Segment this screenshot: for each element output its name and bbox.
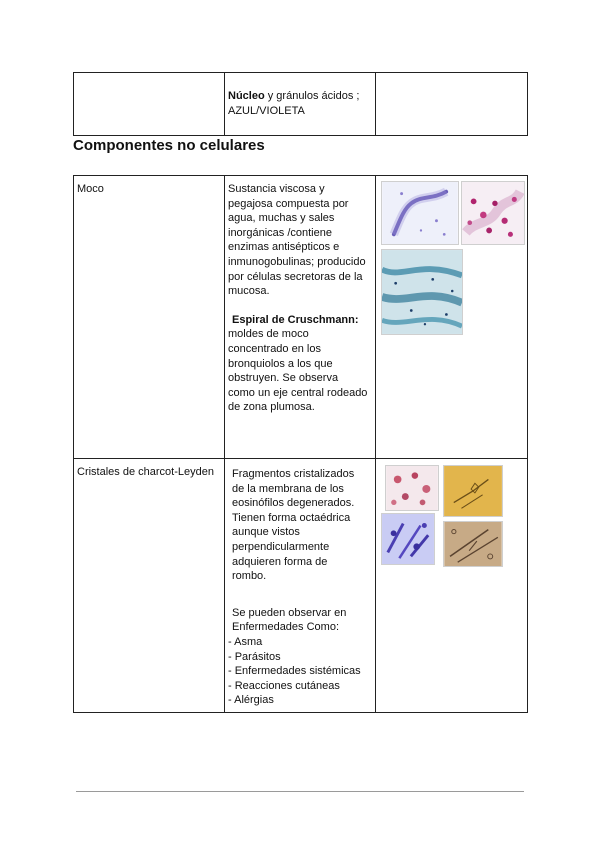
charcot-images-cell [376,459,528,713]
moco-name: Moco [77,183,104,195]
mucus-strands-micrograph [381,249,463,335]
nucleo-text: y gránulos ácidos ; [264,90,360,102]
mucus-cells-micrograph [461,181,525,245]
nucleo-color: AZUL/VIOLETA [228,104,305,117]
top-cell-empty-3 [376,73,528,136]
table-row-moco [74,176,528,459]
components-table [73,175,528,713]
cruschmann-desc: moldes de moco concentrado en los bronquiolos a los que obstruyen. Se observa como un eje central rodeado de zona plumosa. [228,328,368,414]
cruschmann-heading: Espiral de Cruschmann: [232,313,359,326]
mucus-spiral-micrograph [381,181,459,245]
charcot-brown-micrograph [443,521,503,567]
charcot-list-intro: Se pueden observar en Enfermedades Como: [232,606,347,634]
moco-micrographs [379,179,525,349]
footer-rule [76,791,524,792]
charcot-blue-micrograph [381,513,435,565]
list-item: - Asma [228,635,263,648]
table-row-charcot [74,459,528,713]
charcot-yellow-micrograph [443,465,503,517]
charcot-desc-cell [225,459,376,713]
top-table [73,72,528,136]
charcot-pink-micrograph [385,465,439,511]
moco-name-cell [74,176,225,459]
section-heading: Componentes no celulares [73,137,265,154]
list-item: - Parásitos [228,650,281,663]
charcot-name-cell [74,459,225,713]
moco-images-cell [376,176,528,459]
moco-desc: Sustancia viscosa y pegajosa compuesta por agua, muchas y sales inorgánicas /contiene enzimas antisépticos e inmunogobulinas; producido por células secretoras de la mucosa. [228,183,366,298]
moco-desc-cell [225,176,376,459]
top-cell-nucleo [225,73,376,136]
list-item: - Reacciones cutáneas [228,679,340,692]
list-item: - Enfermedades sistémicas [228,665,361,678]
charcot-disease-list [228,635,372,708]
nucleo-label: Núcleo [228,90,265,102]
charcot-micrographs [379,463,525,633]
charcot-desc: Fragmentos cristalizados de la membrana de los eosinófilos degenerados. Tienen forma octaédrica aunque vistos perpendicularmente adquieren forma de rombo. [232,468,355,583]
table-row [74,73,528,136]
charcot-name: Cristales de charcot-Leyden [77,466,214,478]
top-cell-empty-1 [74,73,225,136]
list-item: - Alérgias [228,694,274,707]
